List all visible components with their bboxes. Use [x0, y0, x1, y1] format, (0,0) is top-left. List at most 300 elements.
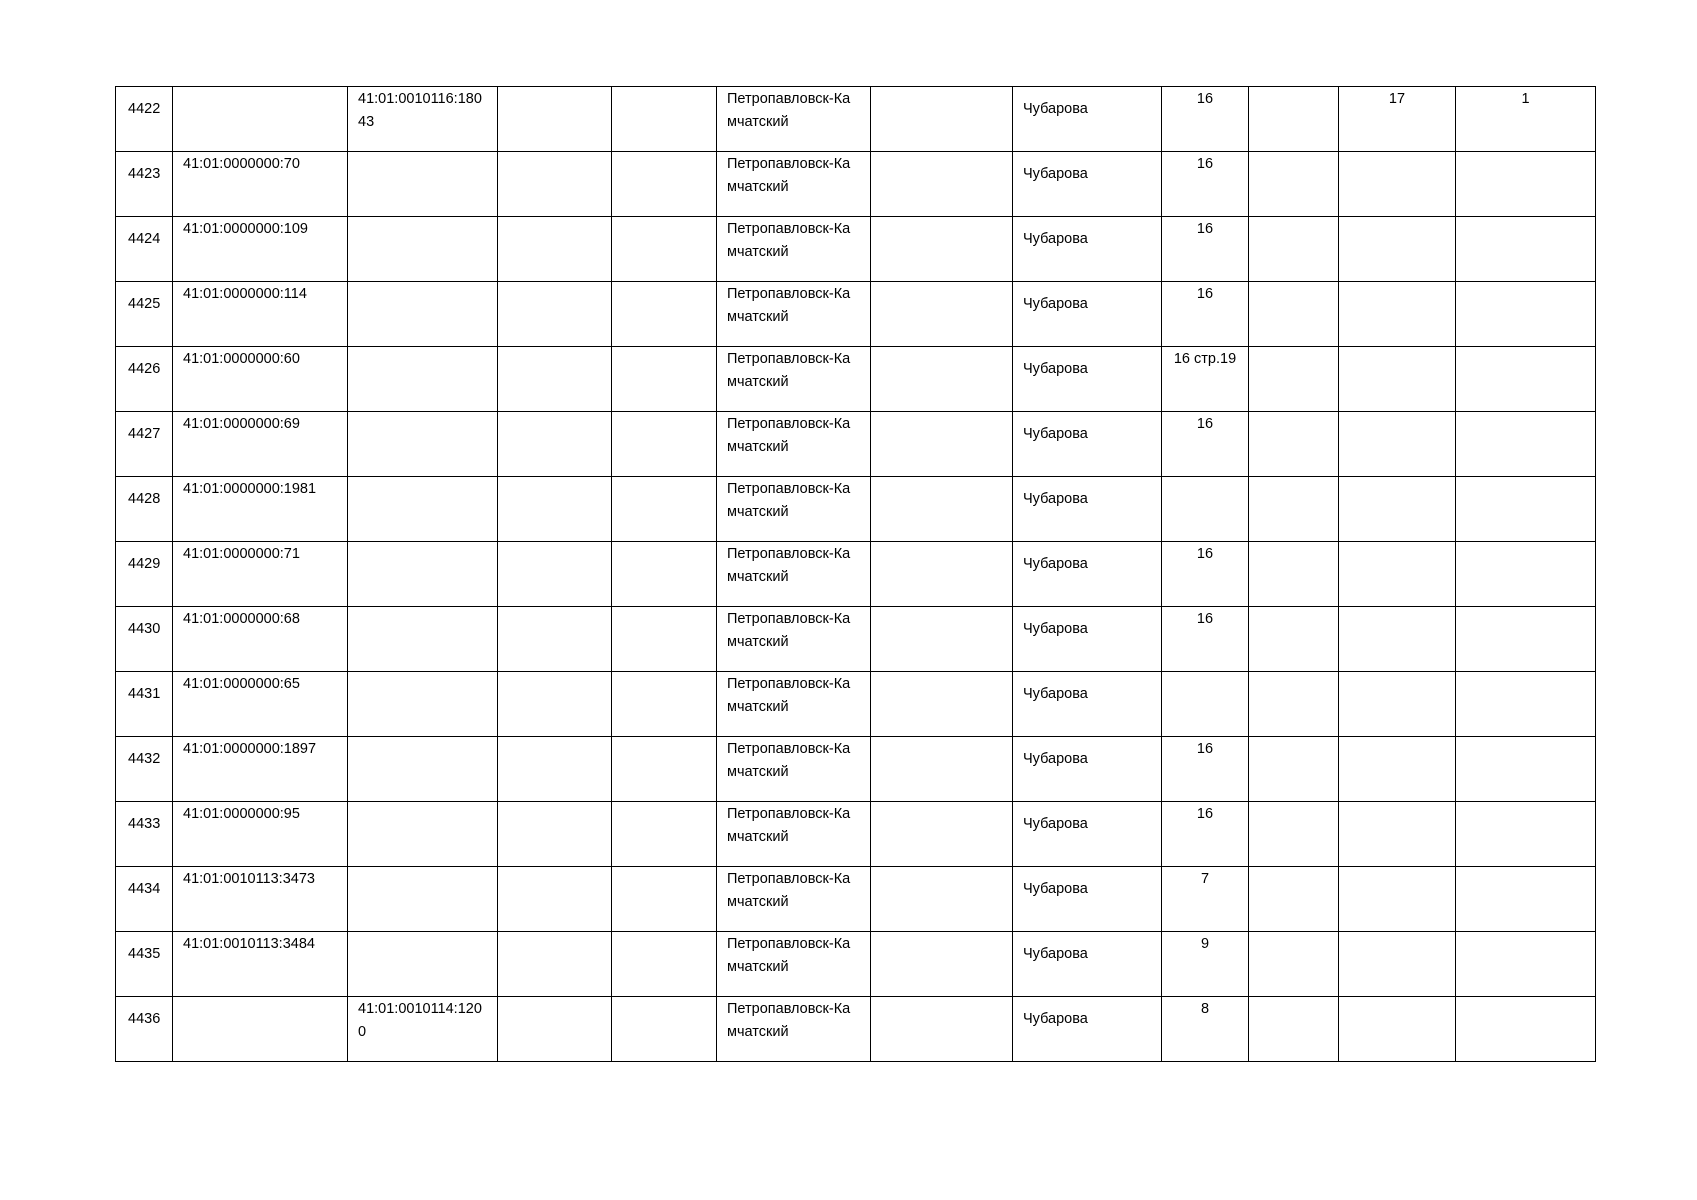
house-number-text: 8	[1200, 1001, 1210, 1017]
cadastral-number-alt-text	[348, 477, 497, 478]
city-text: Петропавловск-Камчатский	[727, 156, 851, 195]
row-number-cell	[116, 87, 173, 152]
empty-cell	[1249, 932, 1339, 997]
house-number-cell	[1162, 542, 1249, 607]
empty-text	[1249, 542, 1338, 543]
cadastral-number-text: 41:01:0000000:68	[183, 611, 300, 627]
cadastral-number-alt-cell	[348, 867, 498, 932]
empty-text	[498, 867, 611, 868]
street-cell	[1013, 477, 1162, 542]
cadastral-number-alt-cell	[348, 412, 498, 477]
house-number-cell	[1162, 737, 1249, 802]
street-text: Чубарова	[1023, 751, 1088, 767]
street-text: Чубарова	[1023, 946, 1088, 962]
city-cell	[717, 997, 871, 1062]
city-cell	[717, 932, 871, 997]
city-cell	[717, 152, 871, 217]
empty-text	[871, 217, 1012, 218]
city-text: Петропавловск-Камчатский	[727, 1001, 851, 1040]
apartment-cell	[1339, 932, 1456, 997]
cadastral-number-alt-cell	[348, 672, 498, 737]
empty-cell	[871, 347, 1013, 412]
room-text	[1456, 672, 1595, 673]
empty-cell	[871, 87, 1013, 152]
cadastral-number-cell	[173, 997, 348, 1062]
house-number-cell	[1162, 282, 1249, 347]
row-number-text: 4435	[128, 946, 161, 962]
row-number-cell	[116, 737, 173, 802]
empty-cell	[1249, 997, 1339, 1062]
row-number-cell	[116, 217, 173, 282]
room-cell	[1456, 477, 1596, 542]
empty-cell	[612, 932, 717, 997]
empty-text	[1249, 867, 1338, 868]
apartment-text	[1339, 217, 1455, 218]
table-row	[116, 542, 1596, 607]
empty-cell	[498, 867, 612, 932]
cadastral-number-text: 41:01:0000000:1897	[183, 741, 317, 757]
apartment-cell	[1339, 997, 1456, 1062]
empty-text	[498, 932, 611, 933]
empty-cell	[498, 282, 612, 347]
apartment-text	[1339, 282, 1455, 283]
cadastral-number-alt-text	[348, 282, 497, 283]
house-number-cell	[1162, 997, 1249, 1062]
city-cell	[717, 672, 871, 737]
house-number-cell	[1162, 217, 1249, 282]
room-text	[1456, 152, 1595, 153]
empty-cell	[1249, 152, 1339, 217]
street-cell	[1013, 217, 1162, 282]
apartment-cell	[1339, 607, 1456, 672]
apartment-text	[1339, 737, 1455, 738]
empty-cell	[612, 867, 717, 932]
empty-text	[871, 672, 1012, 673]
house-number-cell	[1162, 87, 1249, 152]
empty-cell	[1249, 802, 1339, 867]
room-cell	[1456, 152, 1596, 217]
room-text	[1456, 737, 1595, 738]
cadastral-number-cell	[173, 607, 348, 672]
apartment-text	[1339, 412, 1455, 413]
apartment-text	[1339, 607, 1455, 608]
cadastral-number-alt-text	[348, 152, 497, 153]
city-text: Петропавловск-Камчатский	[727, 546, 851, 585]
room-cell	[1456, 412, 1596, 477]
empty-text	[498, 347, 611, 348]
city-text: Петропавловск-Камчатский	[727, 416, 851, 455]
room-text	[1456, 802, 1595, 803]
city-cell	[717, 87, 871, 152]
empty-cell	[498, 802, 612, 867]
cadastral-number-alt-text: 41:01:0010114:1200	[358, 1001, 482, 1040]
room-text	[1456, 347, 1595, 348]
street-cell	[1013, 87, 1162, 152]
empty-text	[498, 997, 611, 998]
cadastral-number-cell	[173, 217, 348, 282]
cadastral-number-alt-cell	[348, 282, 498, 347]
apartment-text	[1339, 802, 1455, 803]
cadastral-number-text: 41:01:0000000:70	[183, 156, 300, 172]
room-text	[1456, 932, 1595, 933]
room-cell	[1456, 672, 1596, 737]
cadastral-number-alt-text	[348, 217, 497, 218]
row-number-cell	[116, 477, 173, 542]
empty-text	[612, 802, 716, 803]
house-number-text	[1162, 477, 1248, 478]
empty-cell	[498, 997, 612, 1062]
cadastral-number-alt-cell	[348, 932, 498, 997]
empty-cell	[498, 347, 612, 412]
house-number-text	[1162, 672, 1248, 673]
room-text	[1456, 412, 1595, 413]
empty-text	[1249, 477, 1338, 478]
empty-cell	[1249, 217, 1339, 282]
row-number-cell	[116, 412, 173, 477]
cadastral-number-text: 41:01:0000000:95	[183, 806, 300, 822]
empty-text	[612, 932, 716, 933]
empty-text	[498, 542, 611, 543]
empty-cell	[612, 607, 717, 672]
empty-text	[1249, 87, 1338, 88]
street-cell	[1013, 802, 1162, 867]
room-text	[1456, 477, 1595, 478]
city-text: Петропавловск-Камчатский	[727, 91, 851, 130]
cadastral-number-cell	[173, 672, 348, 737]
empty-cell	[498, 217, 612, 282]
cadastral-number-alt-text	[348, 347, 497, 348]
empty-text	[612, 477, 716, 478]
empty-text	[871, 347, 1012, 348]
empty-text	[1249, 802, 1338, 803]
street-text: Чубарова	[1023, 1011, 1088, 1027]
empty-cell	[1249, 672, 1339, 737]
cadastral-number-text	[173, 997, 347, 998]
row-number-text: 4429	[128, 556, 161, 572]
empty-text	[1249, 217, 1338, 218]
apartment-text: 17	[1388, 91, 1406, 107]
empty-cell	[498, 152, 612, 217]
street-cell	[1013, 542, 1162, 607]
street-text: Чубарова	[1023, 101, 1088, 117]
apartment-cell	[1339, 282, 1456, 347]
house-number-text: 16	[1196, 286, 1214, 302]
house-number-cell	[1162, 347, 1249, 412]
row-number-cell	[116, 347, 173, 412]
cadastral-number-alt-cell	[348, 802, 498, 867]
empty-cell	[871, 607, 1013, 672]
empty-cell	[1249, 867, 1339, 932]
row-number-cell	[116, 932, 173, 997]
table-row	[116, 672, 1596, 737]
empty-cell	[498, 412, 612, 477]
cadastral-number-alt-text	[348, 412, 497, 413]
street-cell	[1013, 607, 1162, 672]
city-cell	[717, 282, 871, 347]
house-number-cell	[1162, 867, 1249, 932]
row-number-cell	[116, 802, 173, 867]
cadastral-number-text: 41:01:0010113:3473	[183, 871, 315, 887]
city-cell	[717, 347, 871, 412]
empty-cell	[1249, 477, 1339, 542]
empty-cell	[498, 672, 612, 737]
city-cell	[717, 802, 871, 867]
empty-cell	[612, 87, 717, 152]
empty-cell	[1249, 87, 1339, 152]
apartment-cell	[1339, 867, 1456, 932]
cadastral-number-alt-text	[348, 802, 497, 803]
empty-text	[871, 932, 1012, 933]
empty-cell	[871, 152, 1013, 217]
city-text: Петропавловск-Камчатский	[727, 351, 851, 390]
empty-cell	[498, 477, 612, 542]
house-number-cell	[1162, 802, 1249, 867]
room-cell	[1456, 737, 1596, 802]
apartment-cell	[1339, 217, 1456, 282]
empty-cell	[498, 607, 612, 672]
table-row	[116, 412, 1596, 477]
house-number-cell	[1162, 607, 1249, 672]
cadastral-number-cell	[173, 867, 348, 932]
house-number-text: 16	[1196, 741, 1214, 757]
table-row	[116, 477, 1596, 542]
room-cell	[1456, 282, 1596, 347]
row-number-text: 4424	[128, 231, 161, 247]
city-text: Петропавловск-Камчатский	[727, 286, 851, 325]
house-number-text: 16	[1196, 91, 1214, 107]
table-row	[116, 932, 1596, 997]
empty-text	[498, 672, 611, 673]
empty-text	[612, 412, 716, 413]
empty-text	[612, 217, 716, 218]
room-cell	[1456, 542, 1596, 607]
row-number-text: 4426	[128, 361, 161, 377]
registry-table	[115, 86, 1596, 1062]
empty-text	[1249, 282, 1338, 283]
room-cell	[1456, 997, 1596, 1062]
empty-cell	[1249, 282, 1339, 347]
city-cell	[717, 867, 871, 932]
street-text: Чубарова	[1023, 166, 1088, 182]
empty-cell	[612, 672, 717, 737]
apartment-text	[1339, 672, 1455, 673]
room-cell	[1456, 802, 1596, 867]
empty-text	[612, 542, 716, 543]
table-row	[116, 347, 1596, 412]
city-cell	[717, 477, 871, 542]
empty-text	[498, 412, 611, 413]
apartment-text	[1339, 152, 1455, 153]
row-number-cell	[116, 542, 173, 607]
cadastral-number-text	[173, 87, 347, 88]
row-number-cell	[116, 997, 173, 1062]
empty-text	[1249, 607, 1338, 608]
empty-text	[498, 477, 611, 478]
empty-text	[871, 607, 1012, 608]
street-text: Чубарова	[1023, 816, 1088, 832]
cadastral-number-alt-text	[348, 932, 497, 933]
row-number-text: 4436	[128, 1011, 161, 1027]
street-cell	[1013, 152, 1162, 217]
empty-cell	[612, 802, 717, 867]
street-cell	[1013, 867, 1162, 932]
room-cell	[1456, 347, 1596, 412]
empty-text	[612, 87, 716, 88]
cadastral-number-alt-cell	[348, 347, 498, 412]
cadastral-number-cell	[173, 412, 348, 477]
house-number-text: 16	[1196, 156, 1214, 172]
empty-text	[1249, 347, 1338, 348]
house-number-text: 16	[1196, 806, 1214, 822]
house-number-text: 16	[1196, 416, 1214, 432]
city-cell	[717, 737, 871, 802]
empty-cell	[1249, 737, 1339, 802]
empty-cell	[612, 282, 717, 347]
row-number-text: 4423	[128, 166, 161, 182]
empty-cell	[612, 737, 717, 802]
empty-cell	[612, 217, 717, 282]
row-number-text: 4432	[128, 751, 161, 767]
empty-cell	[871, 477, 1013, 542]
cadastral-number-cell	[173, 737, 348, 802]
row-number-cell	[116, 672, 173, 737]
apartment-text	[1339, 542, 1455, 543]
cadastral-number-alt-cell	[348, 737, 498, 802]
empty-cell	[871, 412, 1013, 477]
street-cell	[1013, 997, 1162, 1062]
street-text: Чубарова	[1023, 296, 1088, 312]
row-number-cell	[116, 607, 173, 672]
house-number-text: 16	[1196, 611, 1214, 627]
street-text: Чубарова	[1023, 491, 1088, 507]
cadastral-number-alt-text	[348, 867, 497, 868]
empty-text	[1249, 932, 1338, 933]
empty-text	[612, 282, 716, 283]
empty-text	[612, 607, 716, 608]
house-number-cell	[1162, 412, 1249, 477]
street-cell	[1013, 737, 1162, 802]
cadastral-number-alt-text	[348, 737, 497, 738]
empty-text	[1249, 672, 1338, 673]
empty-text	[1249, 152, 1338, 153]
street-text: Чубарова	[1023, 231, 1088, 247]
cadastral-number-alt-text	[348, 542, 497, 543]
apartment-cell	[1339, 347, 1456, 412]
empty-text	[612, 152, 716, 153]
table-row	[116, 737, 1596, 802]
empty-text	[612, 997, 716, 998]
apartment-text	[1339, 932, 1455, 933]
cadastral-number-cell	[173, 282, 348, 347]
house-number-cell	[1162, 932, 1249, 997]
table-row	[116, 87, 1596, 152]
empty-text	[498, 607, 611, 608]
house-number-text: 9	[1200, 936, 1210, 952]
room-text: 1	[1521, 91, 1530, 107]
city-text: Петропавловск-Камчатский	[727, 676, 851, 715]
empty-cell	[498, 932, 612, 997]
row-number-cell	[116, 152, 173, 217]
cadastral-number-alt-cell	[348, 542, 498, 607]
empty-cell	[612, 997, 717, 1062]
cadastral-number-text: 41:01:0010113:3484	[183, 936, 315, 952]
city-cell	[717, 607, 871, 672]
room-text	[1456, 542, 1595, 543]
empty-text	[871, 152, 1012, 153]
apartment-cell	[1339, 87, 1456, 152]
table-row	[116, 607, 1596, 672]
cadastral-number-text: 41:01:0000000:60	[183, 351, 300, 367]
table-row	[116, 867, 1596, 932]
street-text: Чубарова	[1023, 881, 1088, 897]
registry-table-body	[116, 87, 1596, 1062]
house-number-cell	[1162, 672, 1249, 737]
empty-cell	[871, 997, 1013, 1062]
cadastral-number-text: 41:01:0000000:71	[183, 546, 300, 562]
empty-text	[498, 152, 611, 153]
empty-text	[871, 737, 1012, 738]
empty-text	[871, 87, 1012, 88]
city-text: Петропавловск-Камчатский	[727, 871, 851, 910]
house-number-text: 16 стр.19	[1173, 351, 1237, 367]
cadastral-number-text: 41:01:0000000:65	[183, 676, 300, 692]
cadastral-number-text: 41:01:0000000:114	[183, 286, 307, 302]
row-number-text: 4434	[128, 881, 161, 897]
empty-cell	[612, 542, 717, 607]
room-cell	[1456, 607, 1596, 672]
row-number-text: 4422	[128, 101, 161, 117]
empty-cell	[871, 282, 1013, 347]
empty-cell	[1249, 542, 1339, 607]
room-cell	[1456, 867, 1596, 932]
empty-text	[871, 282, 1012, 283]
row-number-text: 4427	[128, 426, 161, 442]
apartment-text	[1339, 867, 1455, 868]
room-cell	[1456, 932, 1596, 997]
cadastral-number-alt-cell	[348, 997, 498, 1062]
cadastral-number-alt-text	[348, 672, 497, 673]
cadastral-number-cell	[173, 802, 348, 867]
empty-cell	[498, 737, 612, 802]
cadastral-number-alt-cell	[348, 87, 498, 152]
empty-cell	[871, 737, 1013, 802]
room-text	[1456, 867, 1595, 868]
apartment-cell	[1339, 542, 1456, 607]
row-number-text: 4431	[128, 686, 161, 702]
empty-text	[871, 542, 1012, 543]
empty-cell	[498, 87, 612, 152]
room-text	[1456, 997, 1595, 998]
empty-text	[612, 672, 716, 673]
apartment-text	[1339, 997, 1455, 998]
empty-text	[1249, 412, 1338, 413]
room-text	[1456, 607, 1595, 608]
empty-cell	[612, 347, 717, 412]
empty-cell	[871, 932, 1013, 997]
room-cell	[1456, 217, 1596, 282]
row-number-text: 4425	[128, 296, 161, 312]
city-text: Петропавловск-Камчатский	[727, 611, 851, 650]
apartment-cell	[1339, 672, 1456, 737]
cadastral-number-cell	[173, 347, 348, 412]
row-number-cell	[116, 867, 173, 932]
empty-text	[871, 802, 1012, 803]
empty-cell	[498, 542, 612, 607]
cadastral-number-cell	[173, 152, 348, 217]
street-cell	[1013, 932, 1162, 997]
row-number-text: 4430	[128, 621, 161, 637]
cadastral-number-alt-text: 41:01:0010116:18043	[358, 91, 482, 130]
